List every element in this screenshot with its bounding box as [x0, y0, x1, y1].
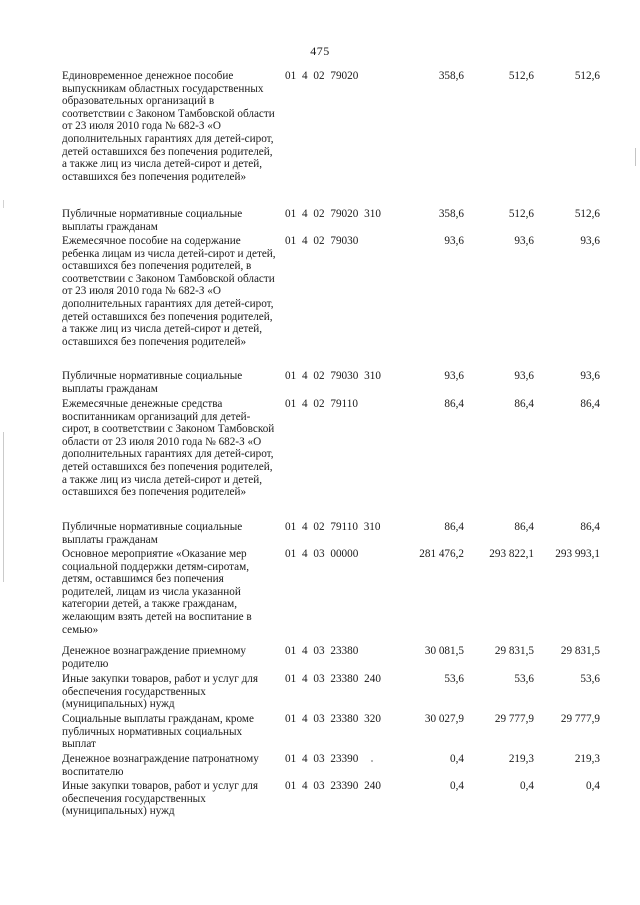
- row-value-3: 293 993,1: [555, 548, 600, 560]
- row-value-2: 93,6: [514, 370, 534, 382]
- row-code: 01 4 03 00000: [285, 548, 359, 560]
- page-number: 475: [310, 44, 330, 58]
- row-value-2: 219,3: [508, 753, 534, 765]
- row-code: 01 4 02 79020 310: [285, 208, 381, 220]
- row-value-1: 86,4: [444, 398, 464, 410]
- row-name: Основное мероприятие «Оказание мер социальной поддержки детям-сиротам, детям, оставшимся без попечения родителей, лицам из числа указанной категории детей, а также гражданам, желающим взять детей на воспитание в семью»: [62, 548, 252, 636]
- row-value-3: 93,6: [580, 235, 600, 247]
- row-name: Публичные нормативные социальные выплаты гражданам: [62, 370, 243, 395]
- scan-dot: [371, 760, 373, 762]
- row-code: 01 4 03 23390: [285, 753, 359, 765]
- row-value-3: 29 831,5: [560, 645, 600, 657]
- row-code: 01 4 02 79110: [285, 398, 358, 410]
- row-code: 01 4 02 79020: [285, 70, 359, 82]
- row-value-3: 93,6: [580, 370, 600, 382]
- row-code: 01 4 02 79030: [285, 235, 359, 247]
- scan-edge-mark: [3, 432, 4, 582]
- row-name: Ежемесячные денежные средства воспитанникам организаций для детей-сирот, в соответствии с Законом Тамбовской области от 23 июля 2010 года № 682-З «О дополнительных гарантиях для детей-сирот, детей оставшихся без попечения родителей, а также лиц из числа детей-сирот и детей, оставшихся без попечения родителей»: [62, 398, 275, 499]
- row-value-2: 29 777,9: [494, 713, 534, 725]
- row-value-3: 219,3: [574, 753, 600, 765]
- row-value-2: 29 831,5: [494, 645, 534, 657]
- row-value-1: 30 081,5: [424, 645, 464, 657]
- row-value-2: 53,6: [514, 673, 534, 685]
- row-value-2: 512,6: [508, 70, 534, 82]
- row-name: Публичные нормативные социальные выплаты гражданам: [62, 208, 243, 233]
- row-name: Социальные выплаты гражданам, кроме публичных нормативных социальных выплат: [62, 713, 254, 751]
- row-value-1: 53,6: [444, 673, 464, 685]
- row-value-1: 86,4: [444, 521, 464, 533]
- scan-edge-mark: [3, 200, 4, 208]
- row-value-2: 512,6: [508, 208, 534, 220]
- row-value-1: 0,4: [450, 780, 464, 792]
- row-value-3: 512,6: [574, 208, 600, 220]
- row-value-3: 29 777,9: [560, 713, 600, 725]
- row-value-2: 86,4: [514, 398, 534, 410]
- row-code: 01 4 02 79030 310: [285, 370, 381, 382]
- row-name: Денежное вознаграждение приемному родителю: [62, 645, 246, 670]
- row-value-1: 281 476,2: [419, 548, 464, 560]
- row-code: 01 4 02 79110 310: [285, 521, 381, 533]
- row-code: 01 4 03 23380: [285, 645, 359, 657]
- row-value-3: 0,4: [586, 780, 600, 792]
- row-value-1: 358,6: [438, 208, 464, 220]
- row-value-2: 0,4: [520, 780, 534, 792]
- row-value-2: 293 822,1: [489, 548, 534, 560]
- row-code: 01 4 03 23380 240: [285, 673, 381, 685]
- row-name: Иные закупки товаров, работ и услуг для обеспечения государственных (муниципальных) нужд: [62, 673, 259, 711]
- row-value-2: 93,6: [514, 235, 534, 247]
- row-code: 01 4 03 23390 240: [285, 780, 381, 792]
- row-name: Денежное вознаграждение патронатному воспитателю: [62, 753, 259, 778]
- row-name: Публичные нормативные социальные выплаты гражданам: [62, 521, 243, 546]
- row-value-3: 53,6: [580, 673, 600, 685]
- row-name: Ежемесячное пособие на содержание ребенка лицам из числа детей-сирот и детей, оставшихся без попечения родителей, в соответствии с Законом Тамбовской области от 23 июля 2010 года № 682-З «О дополнительных гарантиях для детей-сирот, детей оставшихся без попечения родителей, а также лиц из числа детей-сирот и детей, оставшихся без попечения родителей»: [62, 235, 276, 348]
- row-value-1: 0,4: [450, 753, 464, 765]
- row-value-3: 86,4: [580, 398, 600, 410]
- row-value-1: 93,6: [444, 370, 464, 382]
- row-value-3: 86,4: [580, 521, 600, 533]
- row-code: 01 4 03 23380 320: [285, 713, 381, 725]
- row-value-1: 30 027,9: [424, 713, 464, 725]
- row-value-1: 358,6: [438, 70, 464, 82]
- row-value-3: 512,6: [574, 70, 600, 82]
- row-name: Иные закупки товаров, работ и услуг для обеспечения государственных (муниципальных) нужд: [62, 780, 259, 818]
- row-name: Единовременное денежное пособие выпускникам областных государственных образовательных организаций в соответствии с Законом Тамбовской области от 23 июля 2010 года № 682-З «О дополнительных гарантиях для детей-сирот, детей оставшихся без попечения родителей, а также лиц из числа детей-сирот и детей, оставшихся без попечения родителей»: [62, 70, 275, 183]
- row-value-2: 86,4: [514, 521, 534, 533]
- row-value-1: 93,6: [444, 235, 464, 247]
- scan-edge-mark: [635, 148, 636, 166]
